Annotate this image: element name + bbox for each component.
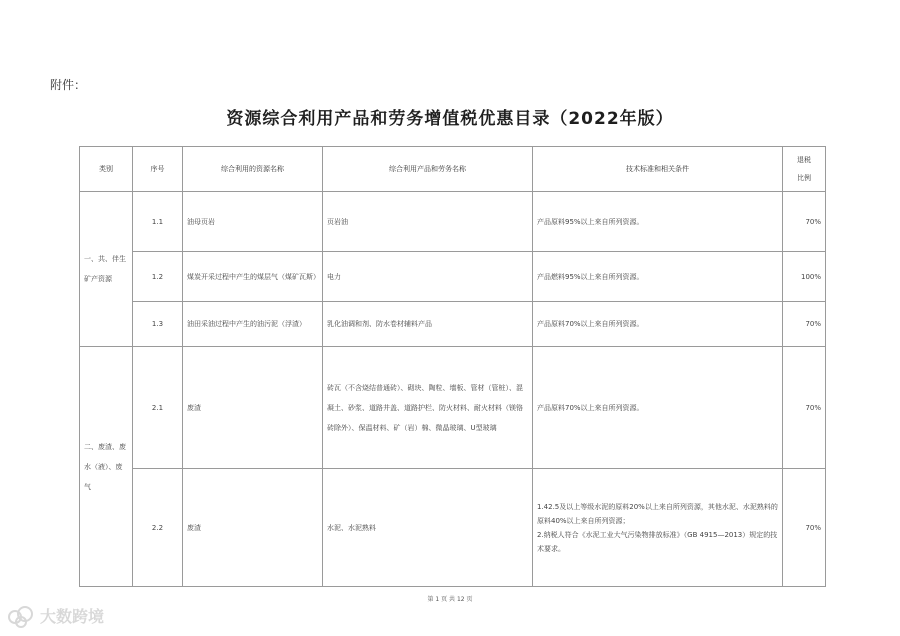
ratio-cell: 70%: [783, 192, 826, 252]
product-cell: 水泥、水泥熟料: [323, 469, 533, 587]
header-category: 类别: [80, 147, 133, 192]
condition-cell: 产品燃料95%以上来自所列资源。: [533, 252, 783, 302]
resource-cell: 废渣: [183, 469, 323, 587]
tax-catalog-table: [79, 146, 826, 587]
attachment-label: 附件：: [50, 78, 87, 92]
resource-cell: 废渣: [183, 347, 323, 469]
product-cell: 砖瓦（不含烧结普通砖）、砌块、陶粒、墙板、管材（管桩）、混凝土、砂浆、道路井盖、道路护栏、防火材料、耐火材料（镁铬砖除外）、保温材料、矿（岩）棉、微晶玻璃、U型玻璃: [323, 347, 533, 469]
ratio-cell: 70%: [783, 347, 826, 469]
condition-cell: 产品原料95%以上来自所列资源。: [533, 192, 783, 252]
watermark: [8, 604, 104, 627]
table-row: [80, 192, 826, 252]
header-product: 综合利用产品和劳务名称: [323, 147, 533, 192]
table-row: [80, 347, 826, 469]
header-seq: 序号: [133, 147, 183, 192]
category-cell: 二、废渣、废水（液）、废气: [80, 347, 133, 587]
category-cell: 一、共、伴生矿产资源: [80, 192, 133, 347]
condition-cell: 产品原料70%以上来自所列资源。: [533, 302, 783, 347]
ratio-cell: 100%: [783, 252, 826, 302]
seq-cell: 1.1: [133, 192, 183, 252]
resource-cell: 煤炭开采过程中产生的煤层气（煤矿瓦斯）: [183, 252, 323, 302]
condition-cell: 产品原料70%以上来自所列资源。: [533, 347, 783, 469]
resource-cell: 油母页岩: [183, 192, 323, 252]
header-refund-line1: 退税: [797, 156, 811, 164]
header-resource: 综合利用的资源名称: [183, 147, 323, 192]
resource-cell: 油田采油过程中产生的油污泥（浮渣）: [183, 302, 323, 347]
header-standard: 技术标准和相关条件: [533, 147, 783, 192]
product-cell: 电力: [323, 252, 533, 302]
condition-line: 1.42.5及以上等级水泥的原料20%以上来自所列资源，其他水泥、水泥熟料的原料40%以上来自所列资源；: [537, 502, 778, 525]
table-header-row: [80, 147, 826, 192]
table-row: [80, 302, 826, 347]
seq-cell: 1.2: [133, 252, 183, 302]
header-refund-ratio: [783, 147, 826, 192]
header-refund-line2: 比例: [797, 174, 811, 182]
product-cell: 页岩油: [323, 192, 533, 252]
page-number: 第 1 页 共 12 页: [427, 596, 473, 603]
table-row: [80, 252, 826, 302]
condition-cell: [533, 469, 783, 587]
watermark-text: 大数跨境: [40, 607, 105, 626]
product-cell: 乳化油调和剂、防水卷材辅料产品: [323, 302, 533, 347]
table-row: [80, 469, 826, 587]
condition-line: 2.纳税人符合《水泥工业大气污染物排放标准》（GB 4915—2013）规定的技术要求。: [537, 530, 778, 553]
ratio-cell: 70%: [783, 302, 826, 347]
seq-cell: 2.1: [133, 347, 183, 469]
watermark-logo-icon: [8, 606, 34, 626]
ratio-cell: 70%: [783, 469, 826, 587]
seq-cell: 1.3: [133, 302, 183, 347]
document-title: 资源综合利用产品和劳务增值税优惠目录（2022年版）: [226, 109, 674, 129]
seq-cell: 2.2: [133, 469, 183, 587]
